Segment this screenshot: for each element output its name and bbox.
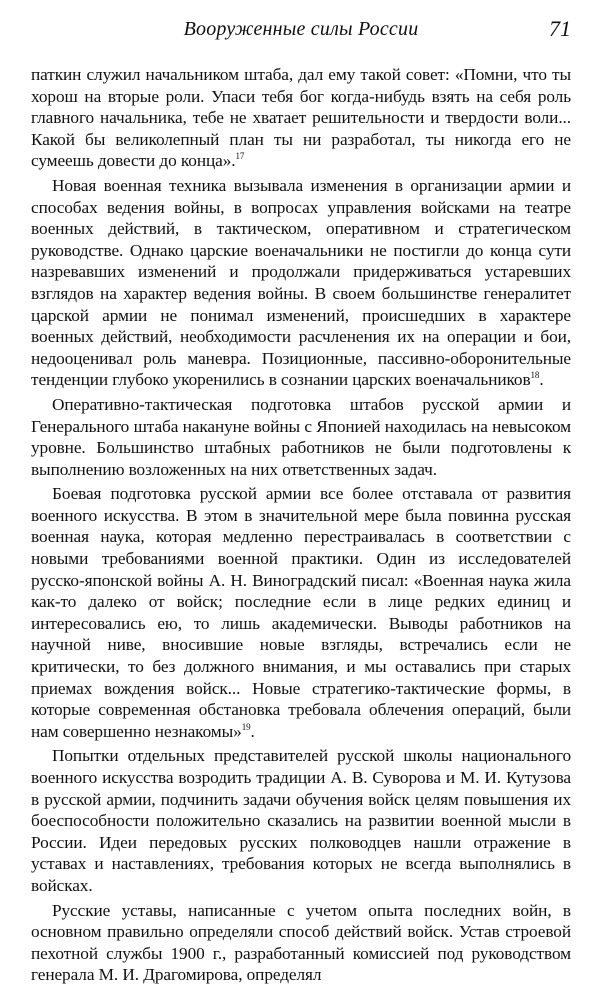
paragraph-3	[31, 394, 571, 480]
footnote-ref: 19	[241, 722, 251, 733]
paragraph-text: Новая военная техника вызывала изменения в организации армии и способах ведения войны, в вопросах управления войсками на театре военных действий, в тактическом, оперативном и стратегическом руководстве. Однако царские военачальники не постигли до конца сути назревавших изменений и продолжали придерживаться устаревших взглядов на характер ведения войны. В своем большинстве генералитет царской армии не понимал изменений, происшедших в характере военных действий, необходимости расчленения их на операции и бои, недооценивал роль маневра. Позиционные, пассивно-оборонительные тенденции глубоко укоренились в сознании царских военачальников	[31, 175, 571, 390]
paragraph-text: паткин служил начальником штаба, дал ему такой совет: «Помни, что ты хорош на вторые роли. Упаси тебя бог когда-нибудь взять на себя роль главного начальника, тебе не хватает решительности и твердости воли... Какой бы великолепный план ты ни разработал, ты никогда его не сумеешь довести до конца»	[31, 65, 571, 171]
paragraph-text: Оперативно-тактическая подготовка штабов русской армии и Генерального штаба накануне войны с Японией находилась на невысоком уровне. Большинство штабных работников не были подготовлены к выполнению возложенных на них ответственных задач.	[31, 394, 571, 479]
paragraph-2: Новая военная техника вызывала изменения в организации армии и способах ведения войны, в вопросах управления войсками на театре военных действий, в тактическом, оперативном и стратегическом руководстве. Однако царские военачальники не постигли до конца сути назревавших изменений и продолжали придерживаться устаревших взглядов на характер ведения войны. В своем большинстве генералитет царской армии не понимал изменений, происшедших в характере военных действий, необходимости расчленения их на операции и бои, недооценивал роль маневра. Позиционные, пассивно-оборонительные тенденции глубоко укоренились в сознании царских военачальников$^{18}$.	[31, 175, 571, 390]
paragraph-text: Попытки отдельных представителей русской школы национального военного искусства возродить традиции А. В. Суворова и М. И. Кутузова в русской армии, подчинить задачи обучения войск целям повышения их боеспособности положительно сказались на развитии военной мысли в России. Идеи передовых русских полководцев нашли отражение в уставах и наставлениях, требования которых не всегда выполнялись в войсках.	[31, 746, 571, 895]
paragraph-text: Русские уставы, написанные с учетом опыта последних войн, в основном правильно определяли способ действий войск. Устав строевой пехотной службы 1900 г., разработанный комиссией под руководством генерала М. И. Драгомирова, определял	[31, 900, 571, 985]
paragraph-6	[31, 900, 571, 986]
body-text	[31, 64, 571, 986]
footnote-ref: 17	[235, 151, 245, 162]
paragraph-4: Боевая подготовка русской армии все более отставала от развития военного искусства. В этом в значительной мере была повинна русская военная наука, которая медленно перестраивалась в соответствии с новыми требованиями военной практики. Один из исследователей русско-японской войны А. Н. Виноградский писал: «Военная наука жила как-то далеко от войск; последние если в лице редких единиц и интересовались ею, то лишь академически. Выводы работников на научной ниве, вносившие новые взгляды, встречались если не критически, то без должного внимания, и мы оставались при старых приемах вождения войск... Новые стратегико-тактические формы, в которые современная обстановка требовала облечения операций, были нам совершенно незнакомы»$^{19}$.	[31, 484, 571, 741]
footnote-ref: 18	[530, 370, 540, 381]
running-title: Вооруженные силы России	[183, 18, 419, 40]
page-header	[31, 16, 571, 52]
paragraph-1: паткин служил начальником штаба, дал ему такой совет: «Помни, что ты хорош на вторые роли. Упаси тебя бог когда-нибудь взять на себя роль главного начальника, тебе не хватает решительности и твердости воли... Какой бы великолепный план ты ни разработал, ты никогда его не сумеешь довести до конца».$^{17}$	[31, 65, 571, 171]
page-number: 71	[549, 16, 571, 41]
paragraph-text: Боевая подготовка русской армии все более отставала от развития военного искусства. В этом в значительной мере была повинна русская военная наука, которая медленно перестраивалась в соответствии с новыми требованиями военной практики. Один из исследователей русско-японской войны А. Н. Виноградский писал: «Военная наука жила как-то далеко от войск; последние если в лице редких единиц и интересовались ею, то лишь академически. Выводы работников на научной ниве, вносившие новые взгляды, встречались если не критически, то без должного внимания, и мы оставались при старых приемах вождения войск... Новые стратегико-тактические формы, в которые современная обстановка требовала облечения операций, были нам совершенно незнакомы»	[31, 484, 571, 741]
paragraph-5	[31, 745, 571, 896]
book-page	[31, 16, 571, 986]
